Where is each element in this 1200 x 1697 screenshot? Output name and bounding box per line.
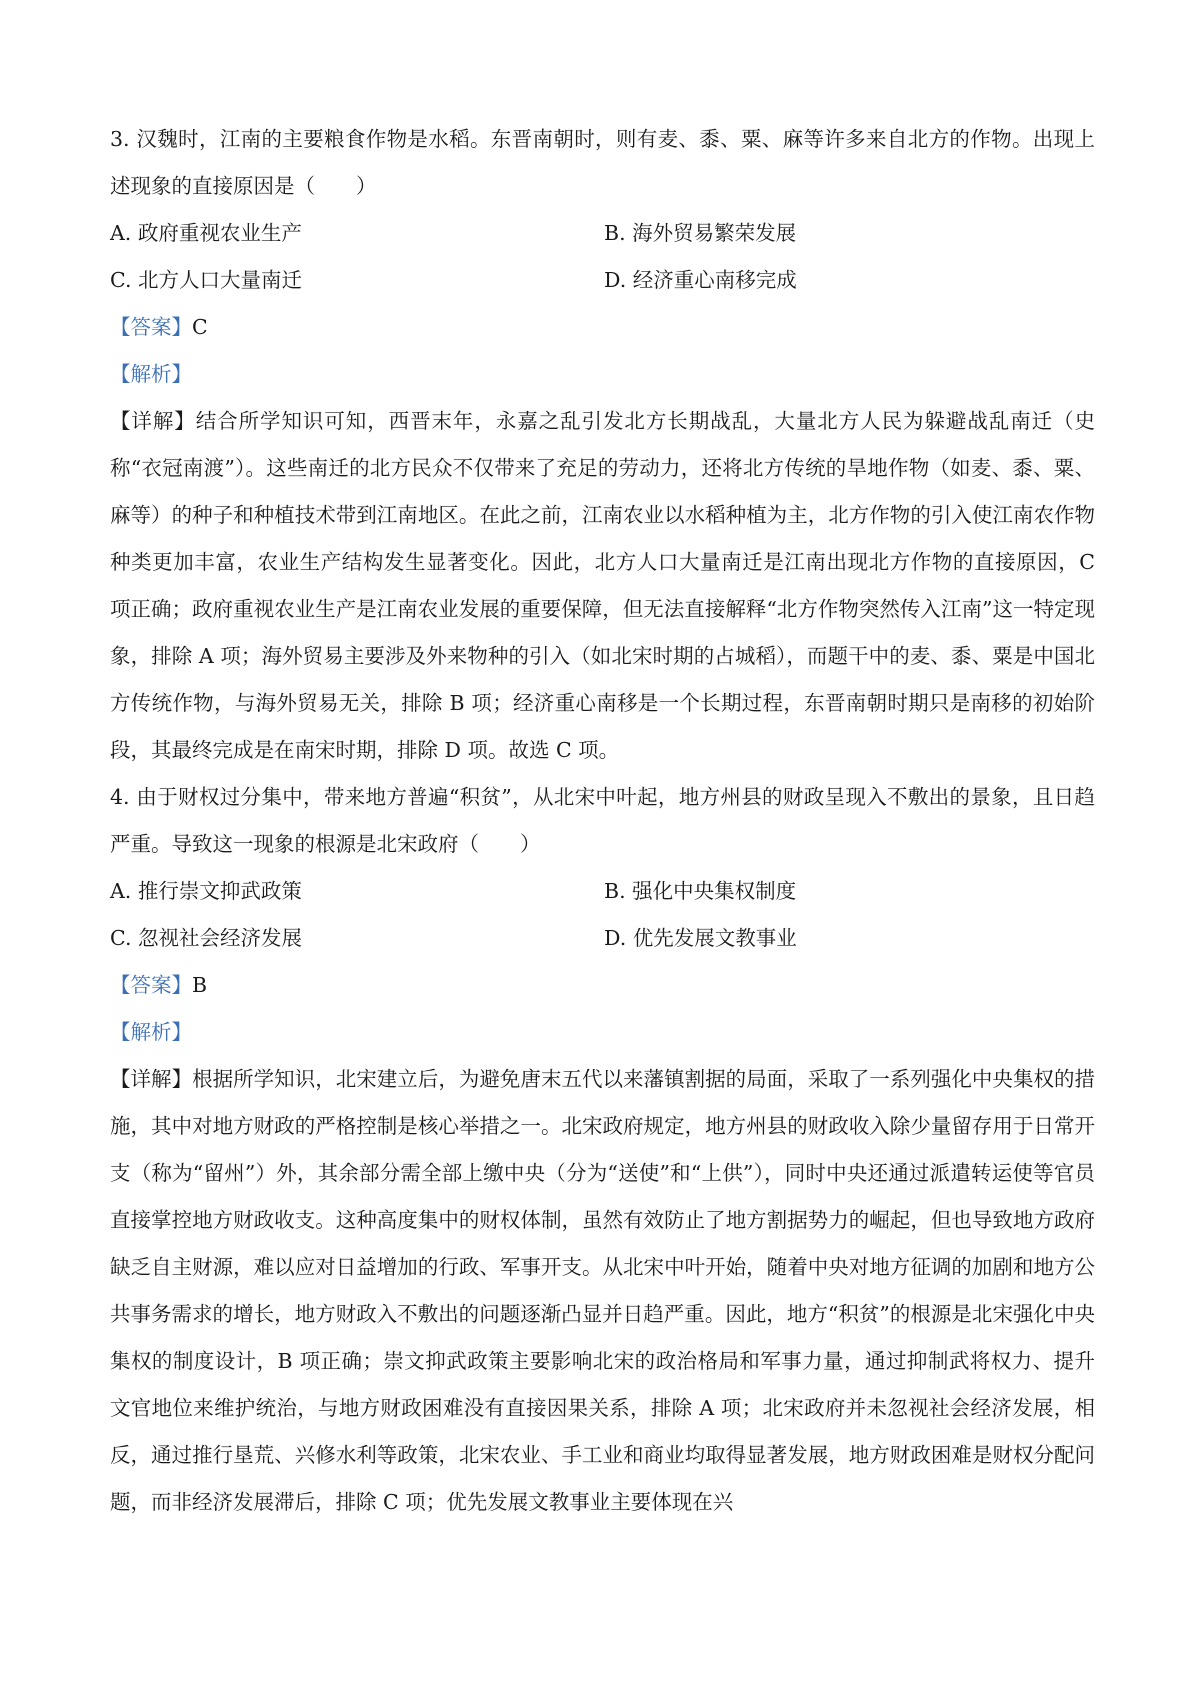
analysis-tag: 【解析】 [110, 1020, 192, 1044]
detail-tag: 【详解】 [110, 409, 196, 433]
detail-text: 根据所学知识，北宋建立后，为避免唐末五代以来藩镇割据的局面，采取了一系列强化中央集权的措施，其中对地方财政的严格控制是核心举措之一。北宋政府规定，地方州县的财政收入除少量留存用于日常开支（称为“留州”）外，其余部分需全部上缴中央（分为“送使”和“上供”），同时中央还通过派遣转运使等官员直接掌控地方财政收支。这种高度集中的财权体制，虽然有效防止了地方割据势力的崛起，但也导致地方政府缺乏自主财源，难以应对日益增加的行政、军事开支。从北宋中叶开始，随着中央对地方征调的加剧和地方公共事务需求的增长，地方财政入不敷出的问题逐渐凸显并日趋严重。因此，地方“积贫”的根源是北宋强化中央集权的制度设计，B 项正确；崇文抑武政策主要影响北宋的政治格局和军事力量，通过抑制武将权力、提升文官地位来维护统治，与地方财政困难没有直接因果关系，排除 A 项；北宋政府并未忽视社会经济发展，相反，通过推行垦荒、兴修水利等政策，北宋农业、手工业和商业均取得显著发展，地方财政困难是财权分配问题，而非经济发展滞后，排除 C 项；优先发展文教事业主要体现在兴 [110, 1067, 1096, 1514]
question-4 [110, 774, 1095, 1526]
option-c: C. 忽视社会经济发展 [110, 926, 302, 950]
answer-value: B [192, 973, 208, 997]
option-b: B. 海外贸易繁荣发展 [604, 221, 797, 245]
answer-tag: 【答案】 [110, 315, 192, 339]
option-c: C. 北方人口大量南迁 [110, 268, 302, 292]
question-3 [110, 116, 1095, 774]
detail-paragraph [110, 398, 1095, 774]
options-row [110, 915, 1095, 962]
answer-line [110, 304, 1095, 351]
question-stem: 3. 汉魏时，江南的主要粮食作物是水稻。东晋南朝时，则有麦、黍、粟、麻等许多来自北方的作物。出现上述现象的直接原因是（ ） [110, 127, 1095, 198]
answer-line [110, 962, 1095, 1009]
options-row [110, 210, 1095, 257]
analysis-line [110, 1009, 1095, 1056]
question-stem: 4. 由于财权过分集中，带来地方普遍“积贫”，从北宋中叶起，地方州县的财政呈现入不敷出的景象，且日趋严重。导致这一现象的根源是北宋政府（ ） [110, 785, 1095, 856]
answer-tag: 【答案】 [110, 973, 192, 997]
answer-value: C [192, 315, 208, 339]
options-row [110, 257, 1095, 304]
analysis-tag: 【解析】 [110, 362, 192, 386]
options-row [110, 868, 1095, 915]
detail-text: 结合所学知识可知，西晋末年，永嘉之乱引发北方长期战乱，大量北方人民为躲避战乱南迁（史称“衣冠南渡”）。这些南迁的北方民众不仅带来了充足的劳动力，还将北方传统的旱地作物（如麦、黍、粟、麻等）的种子和种植技术带到江南地区。在此之前，江南农业以水稻种植为主，北方作物的引入使江南农作物种类更加丰富，农业生产结构发生显著变化。因此，北方人口大量南迁是江南出现北方作物的直接原因，C 项正确；政府重视农业生产是江南农业发展的重要保障，但无法直接解释“北方作物突然传入江南”这一特定现象，排除 A 项；海外贸易主要涉及外来物种的引入（如北宋时期的占城稻），而题干中的麦、黍、粟是中国北方传统作物，与海外贸易无关，排除 B 项；经济重心南移是一个长期过程，东晋南朝时期只是南移的初始阶段，其最终完成是在南宋时期，排除 D 项。故选 C 项。 [110, 409, 1095, 762]
option-d: D. 优先发展文教事业 [604, 926, 797, 950]
option-b: B. 强化中央集权制度 [604, 879, 797, 903]
option-a: A. 政府重视农业生产 [110, 221, 302, 245]
option-a: A. 推行崇文抑武政策 [110, 879, 302, 903]
detail-tag: 【详解】 [110, 1067, 193, 1091]
analysis-line [110, 351, 1095, 398]
option-d: D. 经济重心南移完成 [604, 268, 797, 292]
detail-paragraph [110, 1056, 1095, 1526]
document-body [110, 116, 1095, 1526]
